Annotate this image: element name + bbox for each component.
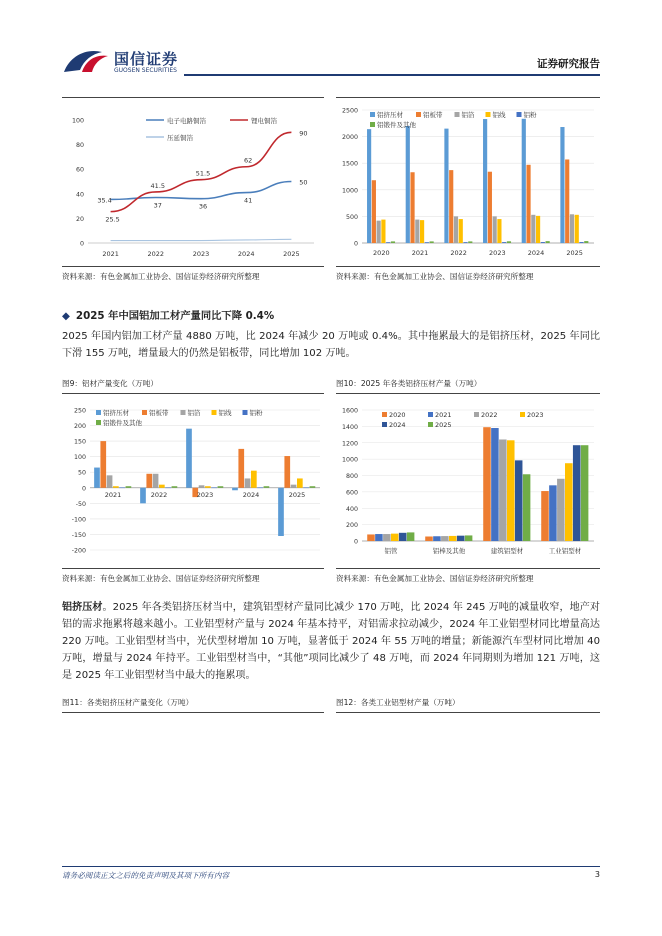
bar (391, 534, 399, 541)
data-label: 90 (299, 129, 308, 138)
y-tick-label: 1400 (341, 423, 358, 431)
data-label: 62 (244, 156, 253, 165)
bar (557, 479, 565, 541)
y-tick-label: 60 (75, 166, 84, 174)
bar (291, 485, 297, 488)
bar (310, 486, 316, 488)
y-tick-label: 2000 (341, 134, 358, 142)
bar (100, 441, 106, 488)
logo-text-cn: 国信证券 (114, 50, 179, 68)
series-line (111, 182, 292, 200)
bar (549, 485, 557, 541)
bar (441, 536, 449, 541)
report-type: 证券研究报告 (537, 58, 600, 70)
bar (303, 487, 309, 488)
bar (570, 214, 574, 243)
legend-swatch (370, 112, 375, 117)
bar (94, 468, 100, 488)
bar (407, 532, 415, 541)
data-label: 41 (244, 196, 253, 205)
legend-label: 铝挤压材 (103, 409, 129, 417)
bar (541, 242, 545, 243)
legend-label: 2025 (435, 421, 452, 429)
legend-label: 铝线 (218, 409, 232, 417)
bar (146, 474, 152, 488)
bar (546, 241, 550, 243)
bar (579, 242, 583, 243)
y-tick-label: 20 (75, 215, 84, 223)
copper-foil-line-chart (62, 100, 324, 262)
guosen-logo-icon (62, 46, 110, 76)
bar (383, 534, 391, 541)
y-tick-label: -200 (71, 547, 86, 555)
bar (159, 485, 165, 488)
legend-label: 压延铜箔 (167, 134, 193, 142)
legend-label: 铝锻件及其他 (377, 121, 416, 129)
legend-label: 2024 (389, 421, 406, 429)
bar (526, 165, 530, 243)
x-tick-label: 建筑铝型材 (490, 547, 524, 555)
legend-swatch (382, 412, 387, 417)
data-label: 35.4 (97, 196, 112, 205)
x-tick-label: 2022 (150, 490, 168, 499)
bar (565, 159, 569, 243)
chart-rule (336, 712, 600, 713)
y-tick-label: 800 (345, 473, 358, 480)
bar (107, 475, 113, 487)
bar (565, 463, 573, 541)
legend-swatch (370, 122, 375, 127)
chart-rule (62, 568, 324, 569)
y-tick-label: 150 (73, 438, 86, 446)
bar (251, 471, 257, 488)
bar (172, 486, 178, 488)
page-number: 3 (594, 870, 600, 879)
x-tick-label: 2023 (196, 490, 214, 499)
bar (238, 449, 244, 488)
section2-text: 。2025 年各类铝挤压材当中，建筑铝型材产量同比减少 170 万吨，比 2024 年 245 万吨的减量收窄，地产对铝的需求拖累将越来越小。工业铝型材产量与 2024 年基本持平，对铝需求拉动减少，2024 年工业铝型材同比增量高达 220 万吨。工业铝型材当中，光伏型材增加 10 万吨，显著低于 2024 年 55 万吨的增量；新能源汽车型材同比增加 40 万吨，增量与 2024 年持平。工业铝型材当中，“其他”项同比减少了 48 万吨，而 2024 年同期则为增加 121 万吨，这是 2025 年工业铝型材当中最大的拖累项。 (62, 602, 600, 681)
x-tick-label: 2021 (411, 249, 429, 257)
bar (367, 534, 375, 541)
y-tick-label: 200 (345, 522, 358, 530)
legend-label: 2020 (389, 411, 406, 419)
bar (245, 478, 251, 487)
legend-label: 铝线 (492, 111, 506, 119)
bar (523, 474, 531, 541)
chart-rule (336, 266, 600, 267)
bar (211, 487, 217, 488)
bar (119, 487, 125, 488)
figure10-caption: 图10：2025 年各类铝挤压材产量（万吨） (336, 379, 482, 388)
legend-swatch (428, 422, 433, 427)
data-label: 50 (299, 178, 308, 187)
y-tick-label: 200 (73, 423, 86, 431)
bar (531, 215, 535, 243)
legend-label: 铝箔 (187, 409, 201, 417)
legend-label: 铝挤压材 (377, 111, 403, 119)
y-tick-label: 600 (345, 489, 358, 497)
legend-label: 电子电路铜箔 (167, 117, 206, 125)
y-tick-label: 400 (345, 505, 358, 513)
bar (257, 487, 263, 488)
bar (522, 119, 526, 243)
bar (463, 242, 467, 243)
chart-rule-top-right (336, 97, 600, 98)
bar (425, 242, 429, 243)
y-tick-label: 250 (73, 407, 86, 415)
figure12-caption: 图12：各类工业铝型材产量（万吨） (336, 698, 460, 707)
section-bullet-icon: ◆ (62, 310, 70, 322)
bar (491, 428, 499, 541)
footer-disclaimer: 请务必阅读正文之后的免责声明及其项下所有内容 (62, 871, 230, 880)
bar (381, 220, 385, 243)
header (0, 0, 662, 80)
legend-swatch (474, 412, 479, 417)
data-label: 41.5 (150, 181, 166, 190)
bar (468, 241, 472, 243)
bar (444, 129, 448, 243)
y-tick-label: 100 (71, 117, 84, 125)
bar (205, 486, 211, 488)
bar (502, 242, 506, 243)
chart-rule (62, 266, 324, 267)
legend-label: 锂电铜箔 (251, 117, 277, 125)
chart-rule (336, 393, 600, 394)
bar (457, 536, 465, 541)
y-tick-label: 40 (75, 191, 84, 199)
legend-label: 铝箔 (461, 111, 475, 119)
legend-swatch (520, 412, 525, 417)
bar (536, 216, 540, 243)
bar (449, 536, 457, 541)
bar (497, 219, 501, 243)
bar (465, 535, 473, 541)
figure11-caption: 图11：各类铝挤压材产量变化（万吨） (62, 698, 194, 707)
x-tick-label: 2024 (237, 250, 255, 258)
bar (377, 221, 381, 243)
bar (406, 126, 410, 243)
figure9-caption: 图9：铝材产量变化（万吨） (62, 379, 158, 388)
bar (140, 488, 146, 504)
chart-rule (336, 568, 600, 569)
legend-swatch (96, 420, 101, 425)
chart-rule (62, 393, 324, 394)
y-tick-label: 1000 (341, 456, 358, 464)
bar (113, 486, 119, 488)
y-tick-label: 2500 (341, 107, 358, 115)
x-tick-label: 2022 (147, 250, 165, 258)
bar (264, 486, 270, 488)
logo-text-en: GUOSEN SECURITIES (114, 67, 177, 74)
source-note: 资料来源：有色金属加工业协会、国信证券经济研究所整理 (336, 272, 534, 281)
section1-paragraph: 2025 年国内铝加工材产量 4880 万吨，比 2024 年减少 20 万吨或 0.4%。其中拖累最大的是铝挤压材，2025 年同比下滑 155 万吨，增量最大的仍然是铝板带，同比增加 102 万吨。 (62, 331, 600, 359)
y-tick-label: 1600 (341, 407, 358, 415)
section2-paragraph (62, 599, 600, 684)
bar (425, 536, 433, 541)
bar (372, 180, 376, 243)
x-tick-label: 2022 (450, 249, 467, 257)
aluminum-change-bar-chart (62, 396, 324, 560)
y-tick-label: 1200 (341, 440, 358, 448)
data-label: 25.5 (105, 215, 120, 224)
y-tick-label: 0 (353, 538, 358, 546)
x-tick-label: 2025 (566, 249, 583, 257)
bar (493, 216, 497, 243)
legend-swatch (428, 412, 433, 417)
legend-swatch (382, 422, 387, 427)
legend-label: 铝板带 (149, 409, 169, 417)
y-tick-label: 80 (75, 142, 84, 150)
legend-swatch (212, 410, 217, 415)
series-line (111, 239, 292, 240)
data-label: 51.5 (195, 169, 211, 178)
source-note: 资料来源：有色金属加工业协会、国信证券经济研究所整理 (62, 574, 260, 583)
y-tick-label: 0 (353, 240, 358, 248)
extrusion-types-bar-chart (336, 396, 600, 560)
bar (186, 429, 192, 488)
aluminum-output-bar-chart (336, 100, 600, 262)
footer-rule (62, 866, 600, 867)
legend-swatch (181, 410, 186, 415)
bar (367, 129, 371, 243)
bar (499, 439, 507, 541)
bar (153, 474, 159, 488)
bar (483, 427, 491, 541)
legend-label: 铝粉 (523, 111, 537, 119)
x-tick-label: 2023 (192, 250, 210, 258)
bar (126, 486, 132, 488)
source-note: 资料来源：有色金属加工业协会、国信证券经济研究所整理 (336, 574, 534, 583)
section2-lead: 铝挤压材 (62, 602, 103, 613)
y-tick-label: 500 (345, 213, 358, 221)
source-note: 资料来源：有色金属加工业协会、国信证券经济研究所整理 (62, 272, 260, 281)
bar (375, 534, 383, 541)
bar (507, 241, 511, 243)
bar (218, 486, 224, 488)
bar (449, 170, 453, 243)
bar (541, 491, 549, 541)
legend-label: 铝锻件及其他 (103, 419, 142, 427)
x-tick-label: 2024 (242, 490, 260, 499)
y-tick-label: 50 (77, 469, 86, 477)
bar (575, 215, 579, 243)
bar (560, 127, 564, 243)
bar (284, 456, 290, 488)
bar (165, 487, 171, 488)
bar (515, 460, 523, 541)
x-tick-label: 2020 (373, 249, 390, 257)
legend-swatch (243, 410, 248, 415)
bar (420, 220, 424, 243)
chart-rule-top-left (62, 97, 324, 98)
x-tick-label: 2025 (288, 490, 306, 499)
y-tick-label: -150 (71, 531, 86, 539)
legend-swatch (486, 112, 491, 117)
bar (410, 172, 414, 243)
bar (386, 242, 390, 243)
bar (433, 536, 441, 541)
bar (584, 241, 588, 243)
y-tick-label: 0 (81, 485, 86, 493)
data-label: 36 (198, 202, 208, 211)
y-tick-label: 1500 (341, 160, 358, 168)
legend-swatch (455, 112, 460, 117)
legend-label: 铝粉 (249, 409, 263, 417)
bar (507, 440, 515, 541)
header-rule (184, 74, 600, 76)
bar (278, 488, 284, 536)
bar (232, 488, 238, 490)
x-tick-label: 2021 (102, 250, 119, 258)
chart-rule (62, 712, 324, 713)
legend-swatch (96, 410, 101, 415)
bar (430, 241, 434, 243)
section-title-text: 2025 年中国铝加工材产量同比下降 0.4% (75, 310, 275, 322)
x-tick-label: 2025 (283, 250, 300, 258)
x-tick-label: 2021 (104, 490, 122, 499)
bar (415, 220, 419, 243)
legend-label: 2022 (481, 411, 498, 419)
bar (573, 445, 581, 541)
bar (391, 241, 395, 243)
y-tick-label: -100 (71, 516, 86, 524)
legend-label: 铝板带 (423, 111, 443, 119)
bar (483, 119, 487, 243)
legend-label: 2023 (527, 411, 544, 419)
legend-swatch (142, 410, 147, 415)
legend-swatch (416, 112, 421, 117)
section-title (62, 307, 274, 322)
y-tick-label: 0 (79, 240, 84, 248)
bar (581, 445, 589, 541)
legend-label: 2021 (435, 411, 452, 419)
y-tick-label: -50 (75, 500, 86, 508)
y-tick-label: 100 (73, 454, 86, 462)
bar (459, 219, 463, 243)
x-tick-label: 工业铝型材 (548, 547, 582, 555)
x-tick-label: 铝棒及其他 (432, 547, 466, 555)
x-tick-label: 铝管 (384, 547, 398, 555)
bar (199, 485, 205, 487)
x-tick-label: 2024 (527, 249, 545, 257)
data-label: 37 (153, 201, 162, 210)
bar (297, 478, 303, 487)
bar (488, 172, 492, 243)
x-tick-label: 2023 (489, 249, 506, 257)
legend-swatch (517, 112, 522, 117)
y-tick-label: 1000 (341, 187, 358, 195)
bar (399, 533, 407, 541)
bar (454, 216, 458, 243)
